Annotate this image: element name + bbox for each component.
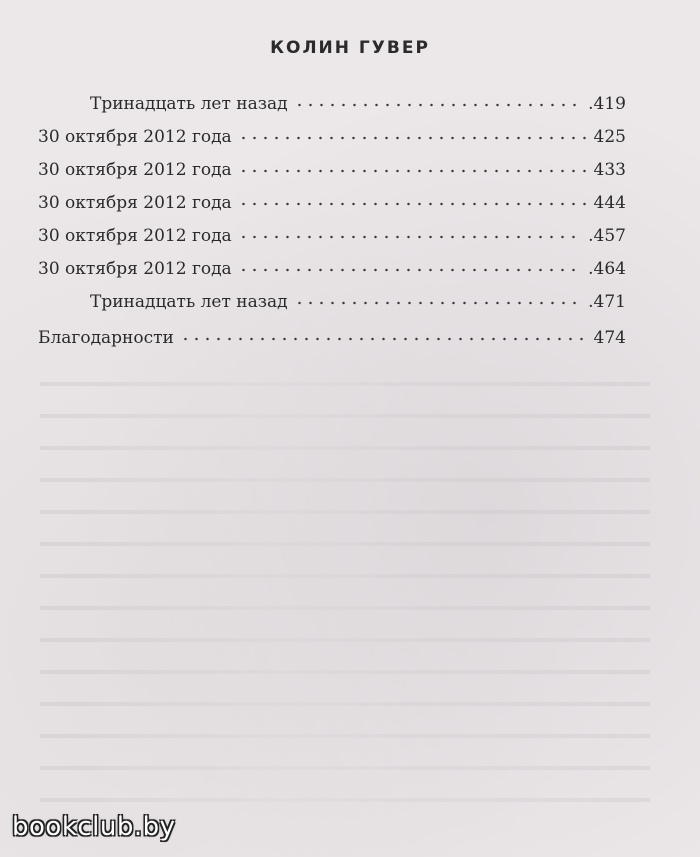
toc-entry-title: Тринадцать лет назад [90, 94, 288, 114]
toc-entry-page: .464 [588, 259, 626, 279]
toc-entry [38, 92, 626, 125]
toc-entry-title: 30 октября 2012 года [38, 193, 232, 213]
toc-entry [38, 191, 626, 224]
toc-entry-page: .419 [588, 94, 626, 114]
toc-entry-title: 30 октября 2012 года [38, 160, 232, 180]
toc-entry [38, 158, 626, 191]
toc-entry [38, 224, 626, 257]
bleed-through-texture [40, 360, 650, 830]
toc-entry-page: 474 [593, 328, 626, 348]
toc-entry-title: 30 октября 2012 года [38, 259, 232, 279]
toc-entry [38, 125, 626, 158]
toc-entry-page: 425 [593, 127, 626, 147]
toc-entry-title: Благодарности [38, 328, 174, 348]
dot-leader [238, 126, 588, 143]
running-head: КОЛИН ГУВЕР [270, 38, 430, 58]
toc-entry [38, 290, 626, 323]
dot-leader [294, 291, 583, 308]
toc-entry-title: 30 октября 2012 года [38, 226, 232, 246]
table-of-contents [38, 92, 626, 359]
dot-leader [238, 159, 588, 176]
dot-leader [238, 258, 582, 275]
toc-entry [38, 257, 626, 290]
dot-leader [238, 192, 588, 209]
dot-leader [294, 93, 583, 110]
toc-entry-page: 444 [593, 193, 626, 213]
toc-entry [38, 326, 626, 359]
dot-leader [238, 225, 582, 242]
site-watermark: bookclub.by [12, 812, 176, 842]
toc-entry-title: 30 октября 2012 года [38, 127, 232, 147]
toc-entry-page: 433 [593, 160, 626, 180]
toc-entry-page: .471 [588, 292, 626, 312]
dot-leader [180, 327, 588, 344]
toc-entry-page: .457 [588, 226, 626, 246]
toc-entry-title: Тринадцать лет назад [90, 292, 288, 312]
